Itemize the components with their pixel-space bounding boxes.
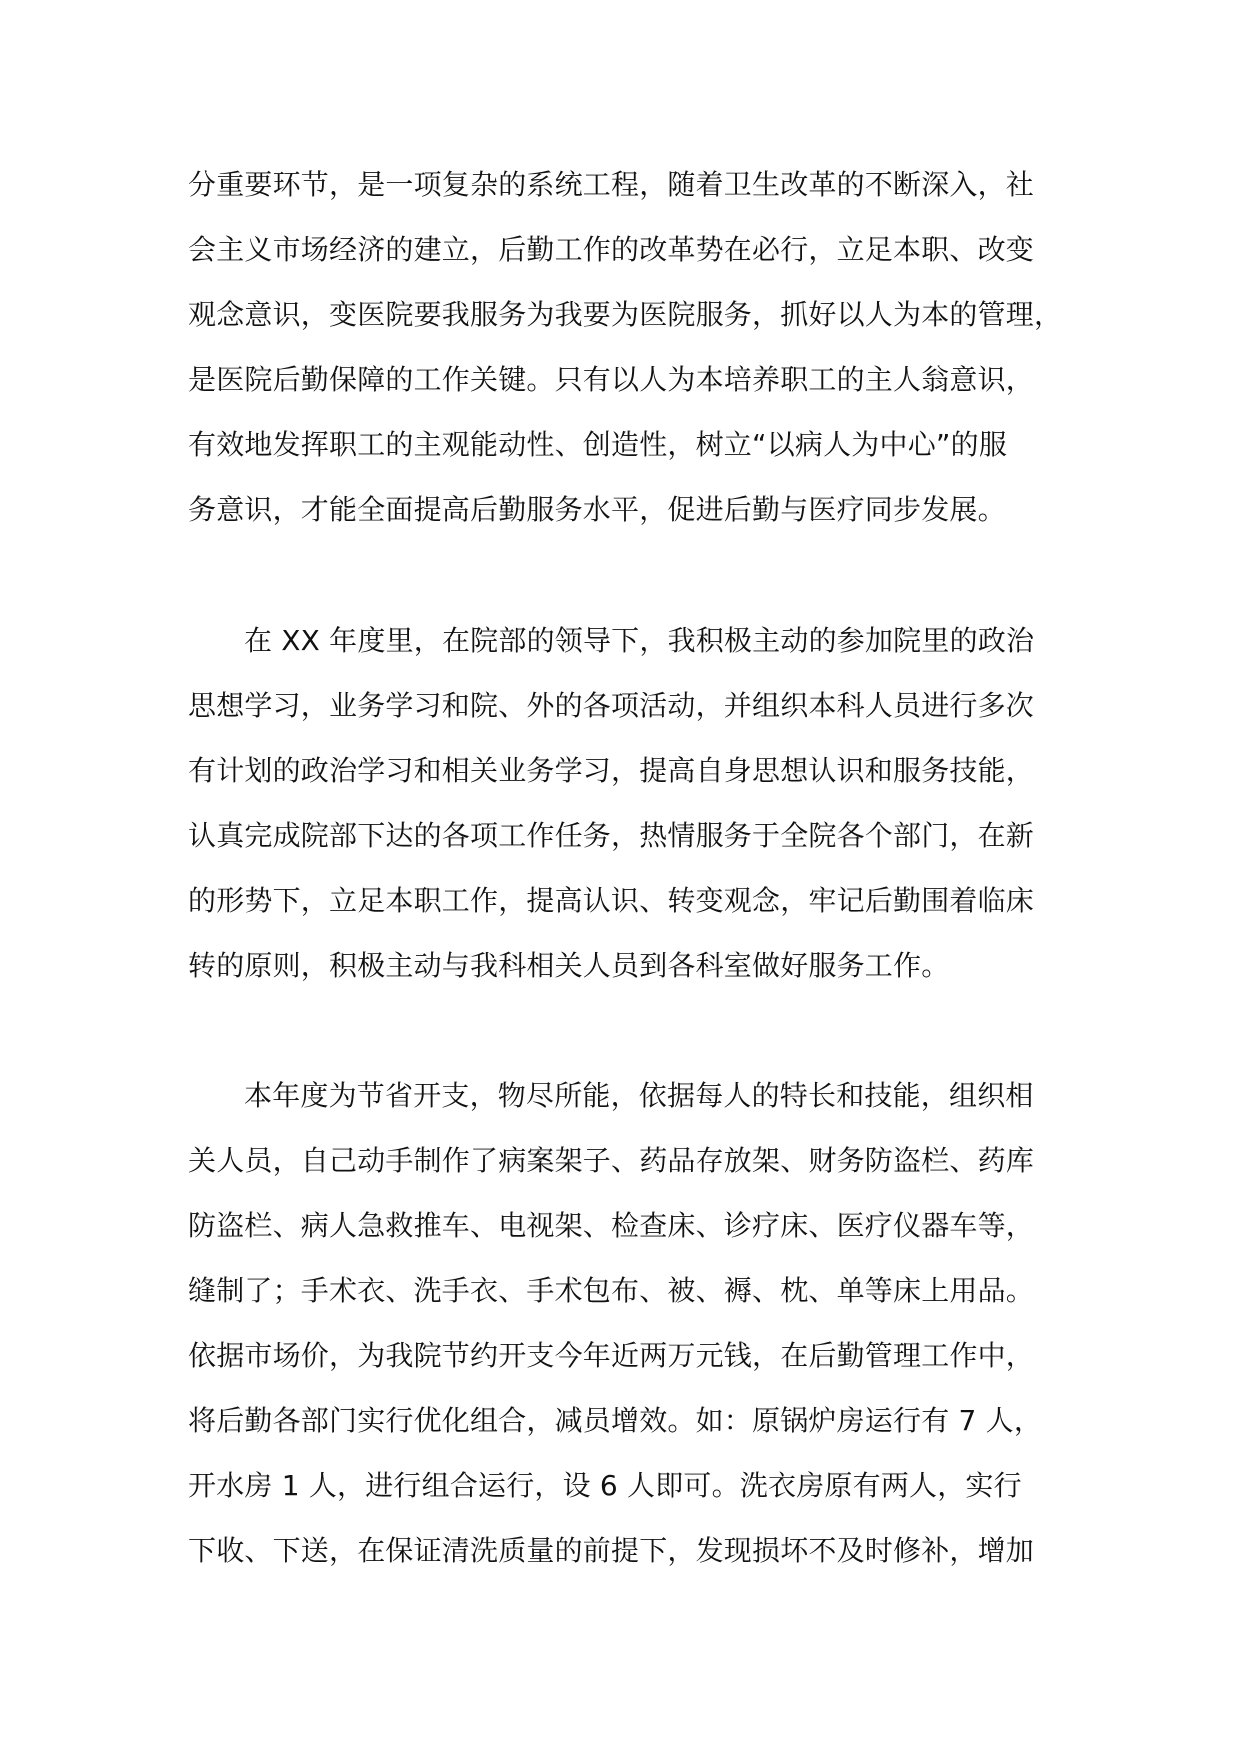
text-line: 开水房 1 人，进行组合运行，设 6 人即可。洗衣房原有两人，实行 <box>188 1469 1022 1502</box>
text-line: 转的原则，积极主动与我科相关人员到各科室做好服务工作。 <box>188 949 950 982</box>
text-line: 务意识，才能全面提高后勤服务水平，促进后勤与医疗同步发展。 <box>188 493 1006 526</box>
text-line: 的形势下，立足本职工作，提高认识、转变观念，牢记后勤围着临床 <box>188 884 1035 917</box>
text-line: 是医院后勤保障的工作关键。只有以人为本培养职工的主人翁意识， <box>188 363 1035 396</box>
text-line: 有计划的政治学习和相关业务学习，提高自身思想认识和服务技能， <box>188 754 1035 787</box>
text-line: 本年度为节省开支，物尽所能，依据每人的特长和技能，组织相 <box>244 1079 1034 1112</box>
text-line: 下收、下送，在保证清洗质量的前提下，发现损坏不及时修补，增加 <box>188 1534 1035 1567</box>
text-line: 缝制了；手术衣、洗手衣、手术包布、被、褥、枕、单等床上用品。 <box>188 1274 1035 1307</box>
text-line: 关人员，自己动手制作了病案架子、药品存放架、财务防盗栏、药库 <box>188 1144 1035 1177</box>
text-line: 分重要环节，是一项复杂的系统工程，随着卫生改革的不断深入，社 <box>188 168 1035 201</box>
text-line: 认真完成院部下达的各项工作任务，热情服务于全院各个部门，在新 <box>188 819 1035 852</box>
text-line: 将后勤各部门实行优化组合，减员增效。如：原锅炉房运行有 7 人， <box>188 1404 1043 1437</box>
paragraph-2 <box>188 608 1088 998</box>
paragraph-1 <box>188 152 1088 542</box>
paragraph-3 <box>188 1063 1088 1583</box>
text-line: 依据市场价，为我院节约开支今年近两万元钱，在后勤管理工作中， <box>188 1339 1035 1372</box>
text-line: 思想学习，业务学习和院、外的各项活动，并组织本科人员进行多次 <box>188 689 1035 722</box>
text-line: 会主义市场经济的建立，后勤工作的改革势在必行，立足本职、改变 <box>188 233 1035 266</box>
text-line: 防盗栏、病人急救推车、电视架、检查床、诊疗床、医疗仪器车等， <box>188 1209 1035 1242</box>
text-line: 有效地发挥职工的主观能动性、创造性，树立“以病人为中心”的服 <box>188 428 1008 461</box>
text-line: 观念意识，变医院要我服务为我要为医院服务，抓好以人为本的管理， <box>188 298 1063 331</box>
text-line: 在 XX 年度里，在院部的领导下，我积极主动的参加院里的政治 <box>244 624 1035 657</box>
